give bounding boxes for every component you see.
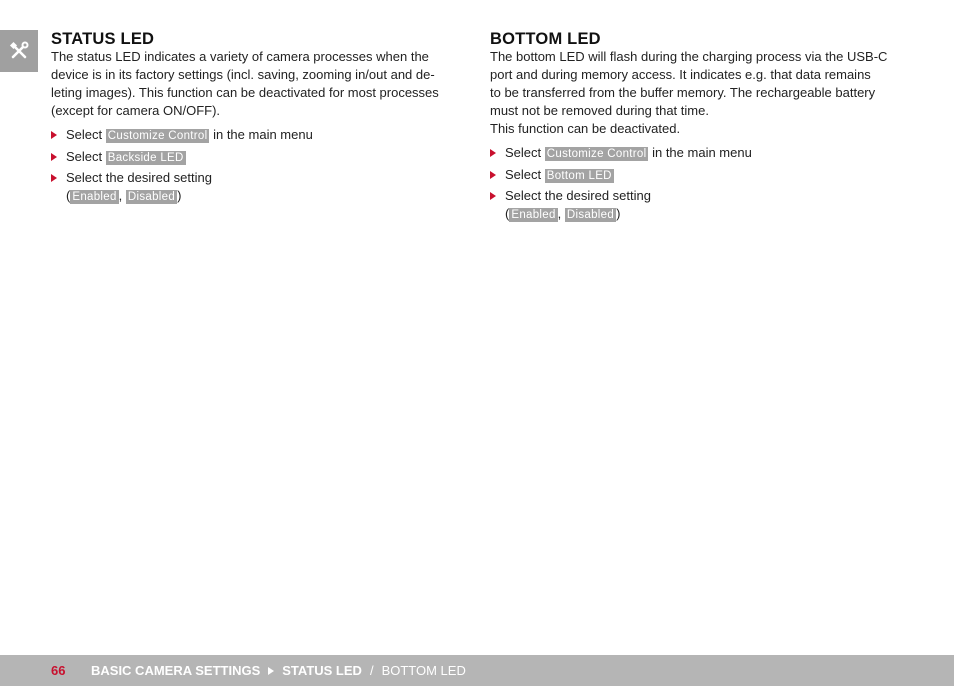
breadcrumb-separator: /	[369, 663, 374, 678]
menu-label: Disabled	[566, 209, 615, 221]
list-item: Select the desired setting ( Enabled , Disabled )	[490, 187, 905, 223]
section-title: BOTTOM LED	[490, 30, 601, 48]
instruction-list	[51, 126, 461, 205]
menu-label: Customize Control	[546, 148, 647, 160]
breadcrumb-section: BASIC CAMERA SETTINGS	[91, 663, 261, 678]
chapter-tab	[0, 30, 38, 72]
breadcrumb-arrow-icon	[268, 667, 274, 675]
bullet-arrow-icon	[51, 131, 57, 139]
section-title: STATUS LED	[51, 30, 155, 48]
breadcrumb-current: STATUS LED	[282, 663, 362, 678]
instruction-list	[490, 144, 905, 223]
menu-label: Enabled	[72, 191, 117, 203]
list-item: Select Backside LED	[51, 148, 461, 166]
section-intro: The status LED indicates a variety of camera processes when the device is in its factory settings (incl. saving, zooming in/out and de- leting images). This function can be deactivated for most processes (except for camera ON/OFF).	[51, 49, 439, 118]
section-intro: The bottom LED will flash during the charging process via the USB-C port and during memory access. It indicates e.g. that data remains to be transferred from the buffer memory. The rechargeable battery must not be removed during that time.	[490, 49, 888, 118]
breadcrumb	[91, 663, 466, 678]
breadcrumb-next: BOTTOM LED	[381, 663, 466, 678]
list-item: Select the desired setting ( Enabled , Disabled )	[51, 169, 461, 205]
page-footer	[0, 655, 954, 686]
menu-label: Disabled	[127, 191, 176, 203]
bullet-arrow-icon	[490, 192, 496, 200]
status-led-section	[51, 30, 461, 209]
menu-label: Customize Control	[107, 130, 208, 142]
section-note: This function can be deactivated.	[490, 121, 681, 136]
bullet-arrow-icon	[490, 149, 496, 157]
list-item: Select Customize Control in the main menu	[51, 126, 461, 144]
tools-icon	[8, 40, 30, 62]
bottom-led-section	[490, 30, 905, 227]
menu-label: Enabled	[511, 209, 556, 221]
list-item: Select Customize Control in the main menu	[490, 144, 905, 162]
bullet-arrow-icon	[490, 171, 496, 179]
menu-label: Backside LED	[107, 151, 184, 164]
page-number: 66	[51, 663, 66, 678]
bullet-arrow-icon	[51, 153, 57, 161]
bullet-arrow-icon	[51, 174, 57, 182]
menu-label: Bottom LED	[546, 169, 612, 182]
list-item: Select Bottom LED	[490, 166, 905, 184]
